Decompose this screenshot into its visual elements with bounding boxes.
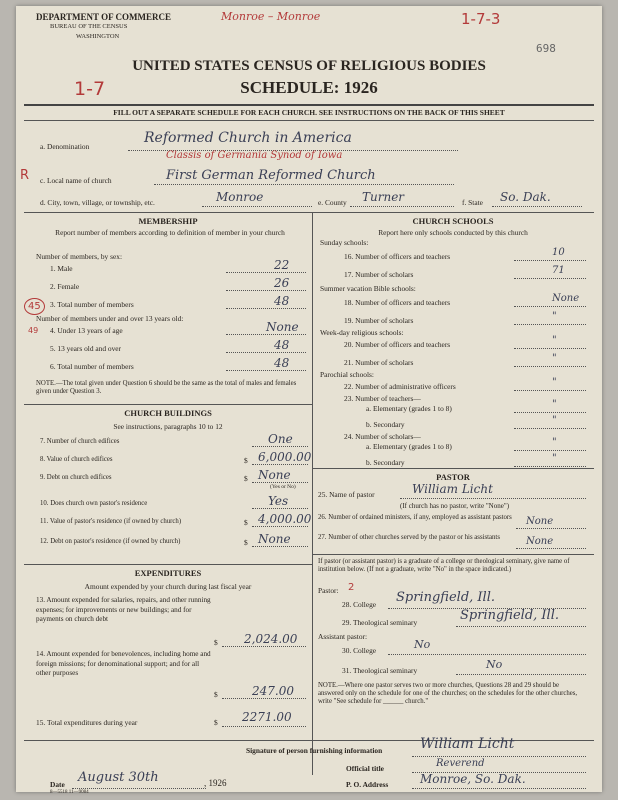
q26-value: None: [526, 516, 554, 527]
fill-instruction: FILL OUT A SEPARATE SCHEDULE FOR EACH CHURCH. SEE INSTRUCTIONS ON THE BACK OF THIS SHEET: [113, 108, 505, 117]
membership-row-label: 3. Total number of members: [50, 300, 134, 309]
department-header: [36, 12, 171, 42]
handwritten-left-code: 1-7: [74, 78, 106, 100]
school-row-label: b. Secondary: [366, 458, 405, 467]
dollar-sign: $: [244, 456, 248, 465]
handwritten-circled-45: 45: [24, 298, 45, 315]
building-row-value: Yes: [268, 494, 289, 508]
school-row-value: 10: [552, 247, 565, 258]
school-row-value: ": [552, 335, 557, 346]
q27-label: 27. Number of other churches served by the pastor or his assistants: [318, 534, 500, 541]
school-row-value: ": [552, 437, 557, 448]
yes-no-hint: (Yes or No): [270, 484, 296, 490]
membership-row-label: 2. Female: [50, 282, 80, 291]
membership-age-row-label: 6. Total number of members: [50, 362, 134, 371]
assistant-pastor-label: Assistant pastor:: [318, 632, 368, 641]
handwritten-top-note: Monroe – Monroe: [221, 10, 321, 23]
q15-value: 2271.00: [242, 710, 292, 724]
schools-heading: CHURCH SCHOOLS: [412, 216, 494, 226]
county-value: Turner: [362, 190, 405, 204]
building-row-label: 12. Debt on pastor's residence (if owned by church): [40, 538, 181, 545]
date-year: , 1926: [204, 778, 227, 788]
city-value: Monroe: [216, 190, 264, 204]
buildings-intro: See instructions, paragraphs 10 to 12: [113, 422, 223, 431]
school-row-label: a. Elementary (grades 1 to 8): [366, 442, 452, 451]
membership-row-value: 48: [274, 294, 290, 308]
school-row-value: ": [552, 353, 557, 364]
q29-value: Springfield, Ill.: [460, 608, 559, 623]
department-name: DEPARTMENT OF COMMERCE: [36, 12, 172, 22]
q30-value: No: [414, 638, 431, 651]
date-value: August 30th: [78, 770, 159, 785]
bureau-name: BUREAU OF THE CENSUS: [50, 23, 128, 30]
city-name: WASHINGTON: [76, 33, 120, 40]
handwritten-49: 49: [28, 326, 39, 335]
print-code: 8—5518 11—9084: [50, 790, 89, 795]
membership-age-row-value: 48: [274, 338, 290, 352]
pastor-note: NOTE.—Where one pastor serves two or more churches, Questions 28 and 29 should be answered only on the schedule for one of the churches; on the schedules for the other churches, write "See schedule for ______ church.": [318, 682, 578, 705]
sex-label: Number of members, by sex:: [36, 252, 122, 261]
pastor-sub-label: Pastor:: [318, 586, 339, 595]
dollar-sign: $: [244, 518, 248, 527]
q28-value: Springfield, Ill.: [396, 590, 495, 605]
official-title-value: Reverend: [436, 758, 485, 769]
school-row-label: 23. Number of teachers—: [344, 394, 421, 403]
dollar-sign: $: [244, 538, 248, 547]
handwritten-r-mark: R: [20, 168, 30, 183]
q25-value: William Licht: [412, 482, 493, 496]
schedule-subtitle: SCHEDULE: 1926: [240, 78, 378, 97]
q27-value: None: [526, 536, 554, 547]
q25-label: 25. Name of pastor: [318, 490, 375, 499]
county-label: e. County: [318, 198, 347, 207]
date-label: Date: [50, 780, 65, 789]
graduate-note: If pastor (or assistant pastor) is a graduate of a college or theological seminary, give name of institution below. (If not a graduate, write "No" in the space indicated.): [318, 558, 570, 573]
school-row-label: 20. Number of officers and teachers: [344, 340, 451, 349]
school-row-value: ": [552, 415, 557, 426]
q15-label: 15. Total expenditures during year: [36, 718, 138, 727]
school-row-value: ": [552, 399, 557, 410]
school-row-value: ": [552, 377, 557, 388]
building-row-value: None: [258, 468, 291, 482]
building-row-label: 11. Value of pastor's residence (if owned by church): [40, 518, 182, 525]
school-row-label: Sunday schools:: [320, 238, 369, 247]
school-row-label: 16. Number of officers and teachers: [344, 252, 451, 261]
denomination-value: Reformed Church in America: [144, 130, 352, 146]
membership-row-label: 1. Male: [50, 264, 73, 273]
state-label: f. State: [462, 198, 483, 207]
school-row-value: ": [552, 453, 557, 464]
building-row-value: 4,000.00: [258, 512, 312, 526]
q26-label: 26. Number of ordained ministers, if any, employed as assistant pastors: [318, 514, 512, 521]
school-row-label: b. Secondary: [366, 420, 405, 429]
dollar-sign: $: [244, 474, 248, 483]
q14-label: 14. Amount expended for benevolences, including home and foreign missions; for denominational support; and for all other purposes: [36, 650, 211, 677]
school-row-label: 22. Number of administrative officers: [344, 382, 456, 391]
school-row-label: Summer vacation Bible schools:: [320, 284, 416, 293]
local-name-label: c. Local name of church: [40, 176, 112, 185]
school-row-label: 24. Number of scholars—: [344, 432, 421, 441]
handwritten-top-code: 1-7-3: [461, 10, 501, 28]
expenditures-intro: Amount expended by your church during last fiscal year: [84, 582, 252, 591]
membership-heading: MEMBERSHIP: [138, 216, 198, 226]
school-row-value: 71: [552, 265, 565, 276]
q25-note: (If church has no pastor, write "None"): [400, 502, 510, 510]
q14-value: 247.00: [252, 684, 294, 698]
school-row-value: ": [552, 311, 557, 322]
q29-label: 29. Theological seminary: [342, 618, 418, 627]
membership-note: NOTE.—The total given under Question 6 should be the same as the total of males and females given under Question 3.: [36, 380, 297, 395]
po-address-value: Monroe, So. Dak.: [420, 772, 526, 786]
building-row-label: 9. Debt on church edifices: [40, 474, 112, 481]
city-label: d. City, town, village, or township, etc.: [40, 198, 155, 207]
q30-label: 30. College: [342, 646, 377, 655]
stamp-number: 698: [536, 42, 556, 55]
schools-intro: Report here only schools conducted by this church: [378, 228, 528, 237]
school-row-label: Parochial schools:: [320, 370, 374, 379]
handwritten-pastor-mark: 2: [348, 582, 355, 593]
pastor-heading: PASTOR: [436, 472, 470, 482]
denomination-label: a. Denomination: [40, 142, 90, 151]
building-row-label: 10. Does church own pastor's residence: [40, 500, 148, 507]
state-value: So. Dak.: [500, 190, 551, 204]
membership-row-value: 26: [274, 276, 290, 290]
membership-age-row-value: 48: [274, 356, 290, 370]
buildings-heading: CHURCH BUILDINGS: [124, 408, 212, 418]
census-schedule-page: DEPARTMENT OF COMMERCE BUREAU OF THE CENSUS WASHINGTON Monroe – Monroe 1-7-3 698 1-7 UNITED STATES CENSUS OF RELIGIOUS BODIES SCHEDULE: 1926 FILL OUT A SEPARATE SCHEDULE FOR EACH CHURCH. SEE INSTRUCTIONS ON THE BACK OF THIS SHEET a. Denomination Reformed Church in America Classis of Germania Synod of Iowa c. Local name of church First German Reformed Church R d. City, town, village, or township, etc. Monroe e. County Turner f. State So. Dak. MEMBERSHIP Report number of members according to definition of member in your church Number of members, by sex: 45 49 1. Male 22 2. Female 26 3. Total number of members 48 Number of members under and over 13 years old: 4. Under 13 years of age None 5. 13 years old and over 48 6. Total number of members 48 NOTE.—The total given under Question 6 should be the same as the total of males and females given under Question 3. CHURCH BUILDINGS See instructions, paragraphs 10 to 12 7. Number of church edifices One 8. Value of church edifices $ 6,000.00 9. Debt on church edifices $ None 10. Does church own pastor's residence Yes 11. Value of pastor's residence (if owned by church) $ 4,000.00 12. Debt on pastor's residence (if owned by church) $ None (Yes or No) EXPENDITURES Amount expended by your church during last fiscal year 13. Amount expended for salaries, repairs, and other running expenses; for improvements or new buildings; and for payments on church debt 2,024.00 $ 14. Amount expended for benevolences, including home and foreign missions; for denominational support; and for all other purposes 247.00 $ 15. Total expenditures during year 2271.00 $ CHURCH SCHOOLS Report here only schools conducted by this church Sunday schools: 16. Number of officers and teachers 10 17. Number of scholars 71 Summer vacation Bible schools: 18. Number of officers and teachers None 19. Number of scholars " Week-day religious schools: 20. Number of officers and teachers " 21. Number of scholars " Parochial schools: 22. Number of administrative officers " 23. Number of teachers— a. Elementary (grades 1 to 8) " b. Secondary " 24. Number of scholars— a. Elementary (grades 1 to 8) " b. Secondary " PASTOR 25. Name of pastor William Licht (If church has no pastor, write "None") 26. Number of ordained ministers, if any, employed as assistant pastors None 27. Number of other churches served by the pastor or his assistants None If pastor (or assistant pastor) is a graduate of a college or theological seminary, give name of institution below. (If not a graduate, write "No" in the space indicated.) Pastor: 2 28. College Springfield, Ill. 29. Theological seminary Springfield, Ill. Assistant pastor: 30. College No 31. Theological seminary No NOTE.—Where one pastor serves two or more churches, Questions 28 and 29 should be answered only on the schedule for one of the churches; on the schedules for the other churches, write "See schedule for ______ church." Signature of person furnishing information William Licht Official title Reverend Date August 30th , 1926 P. O. Address Monroe, So. Dak. 8—5518 11—9084: [16, 6, 602, 792]
school-row-label: 21. Number of scholars: [344, 358, 414, 367]
local-name-value: First German Reformed Church: [166, 168, 376, 183]
building-row-label: 8. Value of church edifices: [40, 456, 113, 463]
building-row-value: None: [258, 532, 291, 546]
school-row-label: Week-day religious schools:: [320, 328, 404, 337]
membership-row-value: 22: [274, 258, 290, 272]
q31-label: 31. Theological seminary: [342, 666, 418, 675]
signature-label: Signature of person furnishing information: [246, 746, 383, 755]
school-row-label: 18. Number of officers and teachers: [344, 298, 451, 307]
membership-age-row-label: 5. 13 years old and over: [50, 344, 122, 353]
q13-label: 13. Amount expended for salaries, repairs, and other running expenses; for improvements or new buildings; and for payments on church debt: [36, 596, 211, 623]
column-divider: [312, 212, 313, 775]
membership-intro: Report number of members according to definition of member in your church: [55, 228, 285, 237]
q13-value: 2,024.00: [244, 632, 298, 646]
school-row-label: 19. Number of scholars: [344, 316, 414, 325]
official-title-label: Official title: [346, 764, 384, 773]
signature-value: William Licht: [420, 736, 515, 752]
school-row-label: a. Elementary (grades 1 to 8): [366, 404, 452, 413]
po-address-label: P. O. Address: [346, 780, 389, 789]
building-row-label: 7. Number of church edifices: [40, 438, 120, 445]
building-row-value: One: [268, 432, 293, 446]
schedule-title: UNITED STATES CENSUS OF RELIGIOUS BODIES: [132, 58, 486, 74]
classis-synod-value: Classis of Germania Synod of Iowa: [166, 150, 343, 161]
expenditures-heading: EXPENDITURES: [134, 568, 202, 578]
q31-value: No: [486, 658, 503, 671]
age-label: Number of members under and over 13 years old:: [36, 314, 184, 323]
membership-age-row-value: None: [266, 320, 299, 334]
q28-label: 28. College: [342, 600, 377, 609]
building-row-value: 6,000.00: [258, 450, 312, 464]
school-row-value: None: [552, 293, 580, 304]
school-row-label: 17. Number of scholars: [344, 270, 414, 279]
membership-age-row-label: 4. Under 13 years of age: [50, 326, 123, 335]
